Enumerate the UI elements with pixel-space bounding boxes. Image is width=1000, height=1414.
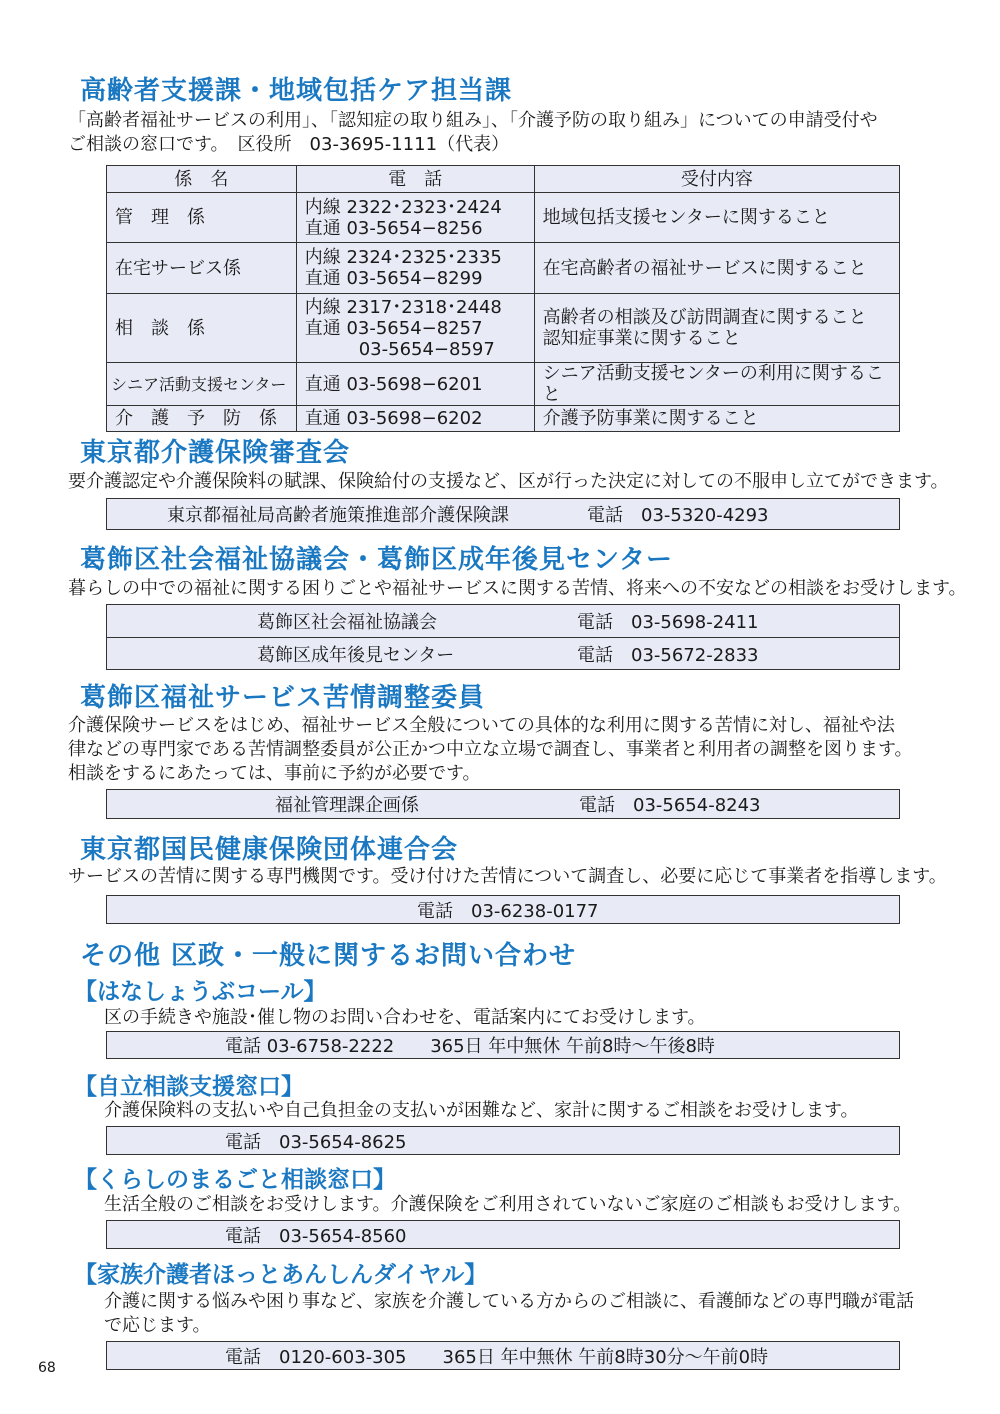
row-name: 相 談 係 xyxy=(107,294,297,363)
section-desc-line3: 相談をするにあたっては、事前に予約が必要です。 xyxy=(68,763,481,784)
contact-box-row2 xyxy=(106,637,900,670)
section-desc-line2: ご相談の窓口です。 区役所 03-3695-1111（代表） xyxy=(68,134,510,155)
row-phone: 内線 2317･2318･2448 直通 03-5654−8257 03-5654−8597 xyxy=(296,294,534,363)
contact-name: 東京都福祉局高齢者施策推進部介護保険課 xyxy=(167,505,509,526)
contact-name: 福祉管理課企画係 xyxy=(275,795,419,816)
contact-box xyxy=(106,1031,900,1059)
row-phone: 直通 03-5698−6202 xyxy=(296,406,534,432)
section-title-sonota: その他 区政・一般に関するお問い合わせ xyxy=(80,941,577,971)
contact-phone: 電話 03-5654-8625 xyxy=(225,1131,407,1153)
row-content: 介護予防事業に関すること xyxy=(534,406,899,432)
table-row xyxy=(107,243,900,294)
contact-phone: 電話 03-5654-8560 xyxy=(225,1225,407,1247)
subsection-title-kazoku-kaigosha: 【家族介護者ほっとあんしんダイヤル】 xyxy=(74,1262,488,1288)
subsection-desc-line1: 介護に関する悩みや困り事など、家族を介護している方からのご相談に、看護師などの専門職が電話 xyxy=(104,1291,914,1312)
section-desc: 要介護認定や介護保険料の賦課、保険給付の支援など、区が行った決定に対しての不服申し立てができます。 xyxy=(68,471,949,492)
section-desc: 暮らしの中での福祉に関する困りごとや福祉サービスに関する苦情、将来への不安などの相談をお受けします。 xyxy=(68,578,967,599)
contact-name: 葛飾区成年後見センター xyxy=(257,644,455,666)
header-phone: 電 話 xyxy=(296,166,534,193)
contact-box xyxy=(106,789,900,819)
table-row xyxy=(107,193,900,243)
table-row xyxy=(107,363,900,406)
section-title-kokuho-rengokai: 東京都国民健康保険団体連合会 xyxy=(80,835,459,865)
contact-box xyxy=(106,1220,900,1249)
header-name: 係 名 xyxy=(107,166,297,193)
contact-table xyxy=(106,165,900,432)
subsection-title-hanashobu-call: 【はなしょうぶコール】 xyxy=(74,979,327,1005)
section-title-kujo-chosei: 葛飾区福祉サービス苦情調整委員 xyxy=(80,683,486,713)
contact-box-row1 xyxy=(106,604,900,638)
subsection-desc: 区の手続きや施設･催し物のお問い合わせを、電話案内にてお受けします。 xyxy=(104,1007,706,1028)
section-desc-line2: 律などの専門家である苦情調整委員が公正かつ中立な立場で調査し、事業者と利用者の調整を図ります。 xyxy=(68,739,913,760)
contact-phone: 電話 03-6758-2222 365日 年中無休 午前8時～午後8時 xyxy=(225,1036,715,1057)
table-row xyxy=(107,406,900,432)
subsection-title-kurashi-marugoto: 【くらしのまるごと相談窓口】 xyxy=(74,1167,396,1193)
section-desc-line1: 「高齢者福祉サービスの利用」、「認知症の取り組み」、「介護予防の取り組み」についての申請受付や xyxy=(68,110,878,131)
contact-phone: 電話 03-5654-8243 xyxy=(579,795,761,816)
table-row xyxy=(107,294,900,363)
row-content: 高齢者の相談及び訪問調査に関すること 認知症事業に関すること xyxy=(534,294,899,363)
section-desc-line1: 介護保険サービスをはじめ、福祉サービス全般についての具体的な利用に関する苦情に対し、福祉や法 xyxy=(68,715,895,736)
contact-phone: 電話 03-6238-0177 xyxy=(417,900,599,922)
contact-box xyxy=(106,1126,900,1155)
page-number: 68 xyxy=(38,1360,56,1376)
contact-box xyxy=(106,498,900,530)
section-desc: サービスの苦情に関する専門機関です。受け付けた苦情について調査し、必要に応じて事業者を指導します。 xyxy=(68,866,947,887)
subsection-desc: 生活全般のご相談をお受けします。介護保険をご利用されていないご家庭のご相談もお受けします。 xyxy=(104,1194,912,1215)
contact-box xyxy=(106,1341,900,1370)
table-header-row xyxy=(107,166,900,193)
row-name: シニア活動支援センター xyxy=(107,363,297,406)
row-name: 在宅サービス係 xyxy=(107,243,297,294)
row-phone: 内線 2322･2323･2424 直通 03-5654−8256 xyxy=(296,193,534,243)
row-phone: 直通 03-5698−6201 xyxy=(296,363,534,406)
section-title-shinsakai: 東京都介護保険審査会 xyxy=(80,438,351,468)
row-phone: 内線 2324･2325･2335 直通 03-5654−8299 xyxy=(296,243,534,294)
row-name: 管 理 係 xyxy=(107,193,297,243)
subsection-desc: 介護保険料の支払いや自己負担金の支払いが困難など、家計に関するご相談をお受けします。 xyxy=(104,1100,859,1121)
section-title-koreisha-shienka: 高齢者支援課・地域包括ケア担当課 xyxy=(80,76,513,106)
contact-name: 葛飾区社会福祉協議会 xyxy=(257,612,437,633)
contact-phone: 電話 03-5672-2833 xyxy=(577,644,759,666)
header-content: 受付内容 xyxy=(534,166,899,193)
section-title-shakyo: 葛飾区社会福祉協議会・葛飾区成年後見センター xyxy=(80,545,673,575)
subsection-desc-line2: で応じます。 xyxy=(104,1315,211,1336)
contact-phone: 電話 03-5320-4293 xyxy=(587,505,769,526)
row-name: 介 護 予 防 係 xyxy=(107,406,297,432)
subsection-title-jiritsu-sodan: 【自立相談支援窓口】 xyxy=(74,1074,304,1100)
row-content: 在宅高齢者の福祉サービスに関すること xyxy=(534,243,899,294)
contact-phone: 電話 03-5698-2411 xyxy=(577,612,759,633)
contact-phone: 電話 0120-603-305 365日 年中無休 午前8時30分～午前0時 xyxy=(225,1346,769,1368)
contact-box xyxy=(106,895,900,924)
row-content: シニア活動支援センターの利用に関すること xyxy=(534,363,899,406)
row-content: 地域包括支援センターに関すること xyxy=(534,193,899,243)
